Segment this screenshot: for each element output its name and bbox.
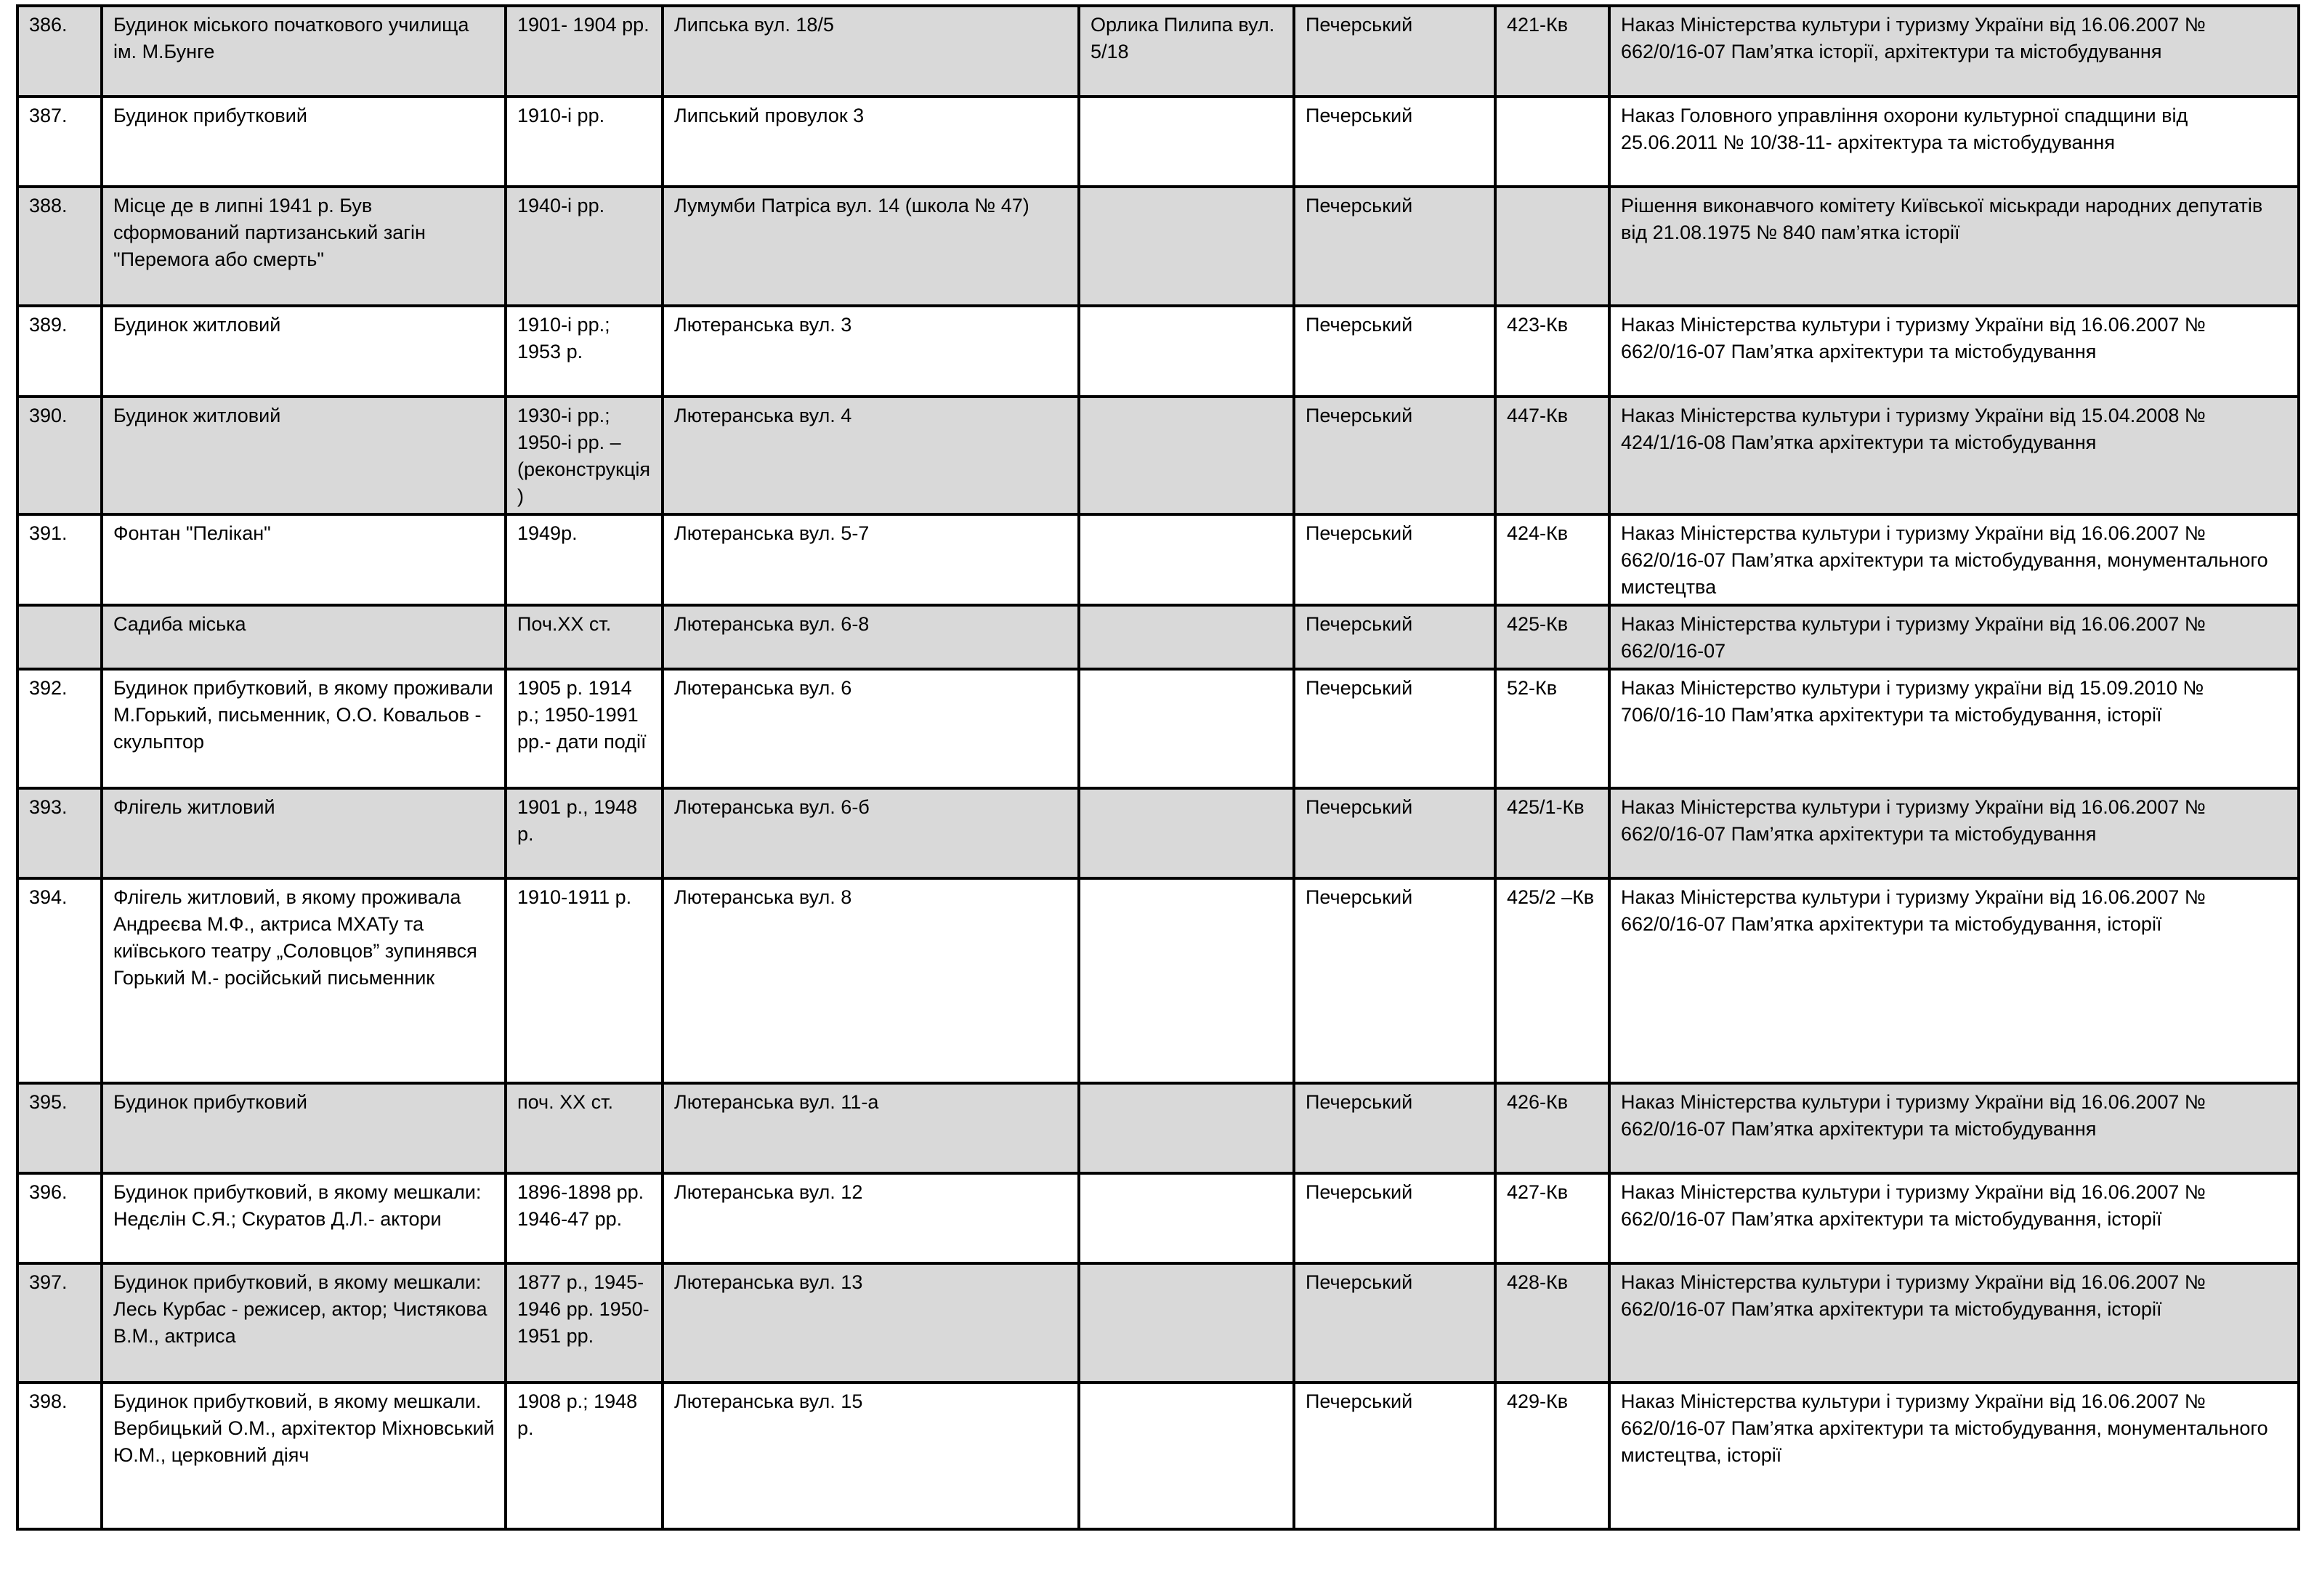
legal-document-cell: Наказ Міністерства культури і туризму України від 16.06.2007 № 662/0/16-07 [1609,605,2299,669]
object-alt-address-cell: Орлика Пилипа вул. 5/18 [1079,6,1294,97]
table-row [17,1263,2299,1382]
protection-code-cell [1495,97,1609,187]
object-alt-address-cell [1079,1173,1294,1263]
object-alt-address-cell [1079,788,1294,878]
object-date-cell: Поч.ХХ ст. [506,605,663,669]
object-address-cell: Лютеранська вул. 4 [663,397,1079,514]
table-row [17,514,2299,605]
object-name-cell: Будинок міського початкового училища ім. М.Бунге [102,6,506,97]
table-row [17,187,2299,306]
protection-code-cell: 425/2 –Кв [1495,878,1609,1083]
row-number-cell: 387. [17,97,102,187]
object-district-cell: Печерський [1294,97,1495,187]
protection-code-cell: 423-Кв [1495,306,1609,397]
object-alt-address-cell [1079,1083,1294,1173]
object-name-cell: Місце де в липні 1941 р. Був сформований партизанський загін "Перемога або смерть" [102,187,506,306]
object-district-cell: Печерський [1294,878,1495,1083]
protection-code-cell: 427-Кв [1495,1173,1609,1263]
object-name-cell: Флігель житловий [102,788,506,878]
legal-document-cell: Наказ Міністерства культури і туризму України від 16.06.2007 № 662/0/16-07 Пам’ятка архітектури та містобудування [1609,306,2299,397]
protection-code-cell: 426-Кв [1495,1083,1609,1173]
legal-document-cell: Наказ Міністерства культури і туризму України від 16.06.2007 № 662/0/16-07 Пам’ятка архітектури та містобудування, історії [1609,1173,2299,1263]
object-district-cell: Печерський [1294,605,1495,669]
protection-code-cell: 425/1-Кв [1495,788,1609,878]
object-address-cell: Лютеранська вул. 5-7 [663,514,1079,605]
object-name-cell: Будинок житловий [102,306,506,397]
object-district-cell: Печерський [1294,1263,1495,1382]
object-date-cell: поч. ХХ ст. [506,1083,663,1173]
object-address-cell: Лютеранська вул. 11-а [663,1083,1079,1173]
object-date-cell: 1910-і рр.; 1953 р. [506,306,663,397]
object-address-cell: Липський провулок 3 [663,97,1079,187]
object-address-cell: Лумумби Патріса вул. 14 (школа № 47) [663,187,1079,306]
table-row [17,6,2299,97]
protection-code-cell: 447-Кв [1495,397,1609,514]
object-district-cell: Печерський [1294,6,1495,97]
object-address-cell: Липська вул. 18/5 [663,6,1079,97]
table-row [17,669,2299,788]
table-row [17,397,2299,514]
row-number-cell: 389. [17,306,102,397]
object-date-cell: 1949р. [506,514,663,605]
object-date-cell: 1940-і рр. [506,187,663,306]
object-date-cell: 1901 р., 1948 р. [506,788,663,878]
row-number-cell: 398. [17,1382,102,1529]
object-alt-address-cell [1079,1263,1294,1382]
heritage-register-table [16,4,2300,1531]
legal-document-cell: Наказ Головного управління охорони культурної спадщини від 25.06.2011 № 10/38-11- архітектура та містобудування [1609,97,2299,187]
object-name-cell: Будинок прибутковий [102,1083,506,1173]
protection-code-cell: 424-Кв [1495,514,1609,605]
object-alt-address-cell [1079,187,1294,306]
legal-document-cell: Наказ Міністерства культури і туризму України від 16.06.2007 № 662/0/16-07 Пам’ятка архітектури та містобудування [1609,1083,2299,1173]
table-row [17,1382,2299,1529]
object-district-cell: Печерський [1294,397,1495,514]
object-alt-address-cell [1079,605,1294,669]
object-name-cell: Фонтан "Пелікан" [102,514,506,605]
object-address-cell: Лютеранська вул. 8 [663,878,1079,1083]
row-number-cell: 390. [17,397,102,514]
object-name-cell: Будинок прибутковий, в якому мешкали: Недєлін С.Я.; Скуратов Д.Л.- актори [102,1173,506,1263]
object-date-cell: 1910-і рр. [506,97,663,187]
protection-code-cell [1495,187,1609,306]
object-address-cell: Лютеранська вул. 12 [663,1173,1079,1263]
table-body [17,6,2299,1529]
protection-code-cell: 52-Кв [1495,669,1609,788]
object-date-cell: 1905 р. 1914 р.; 1950-1991 рр.- дати події [506,669,663,788]
object-address-cell: Лютеранська вул. 6 [663,669,1079,788]
object-alt-address-cell [1079,669,1294,788]
row-number-cell: 388. [17,187,102,306]
object-district-cell: Печерський [1294,1083,1495,1173]
object-district-cell: Печерський [1294,788,1495,878]
object-date-cell: 1910-1911 р. [506,878,663,1083]
protection-code-cell: 429-Кв [1495,1382,1609,1529]
table-row [17,788,2299,878]
row-number-cell: 391. [17,514,102,605]
table-row [17,1083,2299,1173]
object-name-cell: Будинок прибутковий, в якому мешкали: Лесь Курбас - режисер, актор; Чистякова В.М., актриса [102,1263,506,1382]
object-address-cell: Лютеранська вул. 13 [663,1263,1079,1382]
object-date-cell: 1930-і рр.; 1950-і рр. – (реконструкція) [506,397,663,514]
row-number-cell: 397. [17,1263,102,1382]
legal-document-cell: Рішення виконавчого комітету Київської міськради народних депутатів від 21.08.1975 № 840 пам’ятка історії [1609,187,2299,306]
object-name-cell: Будинок прибутковий [102,97,506,187]
object-alt-address-cell [1079,97,1294,187]
object-address-cell: Лютеранська вул. 6-8 [663,605,1079,669]
table-row [17,1173,2299,1263]
object-name-cell: Флігель житловий, в якому проживала Андреєва М.Ф., актриса МХАТу та київського театру „Соловцов” зупинявся Горький М.- російський письменник [102,878,506,1083]
legal-document-cell: Наказ Міністерства культури і туризму України від 16.06.2007 № 662/0/16-07 Пам’ятка архітектури та містобудування, монументального мистецтва [1609,514,2299,605]
object-alt-address-cell [1079,878,1294,1083]
row-number-cell: 396. [17,1173,102,1263]
row-number-cell: 393. [17,788,102,878]
object-date-cell: 1896-1898 рр. 1946-47 рр. [506,1173,663,1263]
legal-document-cell: Наказ Міністерства культури і туризму України від 16.06.2007 № 662/0/16-07 Пам’ятка архітектури та містобудування [1609,788,2299,878]
legal-document-cell: Наказ Міністерства культури і туризму України від 15.04.2008 № 424/1/16-08 Пам’ятка архітектури та містобудування [1609,397,2299,514]
object-district-cell: Печерський [1294,669,1495,788]
legal-document-cell: Наказ Міністерства культури і туризму України від 16.06.2007 № 662/0/16-07 Пам’ятка архітектури та містобудування, монументального мистецтва, історії [1609,1382,2299,1529]
object-name-cell: Будинок житловий [102,397,506,514]
table-row [17,605,2299,669]
object-district-cell: Печерський [1294,187,1495,306]
legal-document-cell: Наказ Міністерства культури і туризму України від 16.06.2007 № 662/0/16-07 Пам’ятка архітектури та містобудування, історії [1609,1263,2299,1382]
object-district-cell: Печерський [1294,1382,1495,1529]
protection-code-cell: 425-Кв [1495,605,1609,669]
row-number-cell [17,605,102,669]
object-address-cell: Лютеранська вул. 15 [663,1382,1079,1529]
legal-document-cell: Наказ Міністерства культури і туризму України від 16.06.2007 № 662/0/16-07 Пам’ятка історії, архітектури та містобудування [1609,6,2299,97]
table-row [17,97,2299,187]
object-name-cell: Будинок прибутковий, в якому мешкали. Вербицький О.М., архітектор Міхновський Ю.М., церковний діяч [102,1382,506,1529]
object-name-cell: Будинок прибутковий, в якому проживали М.Горький, письменник, О.О. Ковальов - скульптор [102,669,506,788]
object-alt-address-cell [1079,306,1294,397]
row-number-cell: 394. [17,878,102,1083]
row-number-cell: 395. [17,1083,102,1173]
object-date-cell: 1877 р., 1945-1946 рр. 1950- 1951 рр. [506,1263,663,1382]
object-date-cell: 1908 р.; 1948 р. [506,1382,663,1529]
object-address-cell: Лютеранська вул. 3 [663,306,1079,397]
object-name-cell: Садиба міська [102,605,506,669]
legal-document-cell: Наказ Міністерство культури і туризму україни від 15.09.2010 № 706/0/16-10 Пам’ятка архітектури та містобудування, історії [1609,669,2299,788]
object-district-cell: Печерський [1294,514,1495,605]
protection-code-cell: 421-Кв [1495,6,1609,97]
object-alt-address-cell [1079,514,1294,605]
object-district-cell: Печерський [1294,306,1495,397]
object-district-cell: Печерський [1294,1173,1495,1263]
row-number-cell: 392. [17,669,102,788]
legal-document-cell: Наказ Міністерства культури і туризму України від 16.06.2007 № 662/0/16-07 Пам’ятка архітектури та містобудування, історії [1609,878,2299,1083]
protection-code-cell: 428-Кв [1495,1263,1609,1382]
object-alt-address-cell [1079,1382,1294,1529]
object-alt-address-cell [1079,397,1294,514]
object-date-cell: 1901- 1904 рр. [506,6,663,97]
table-row [17,306,2299,397]
row-number-cell: 386. [17,6,102,97]
object-address-cell: Лютеранська вул. 6-б [663,788,1079,878]
table-row [17,878,2299,1083]
